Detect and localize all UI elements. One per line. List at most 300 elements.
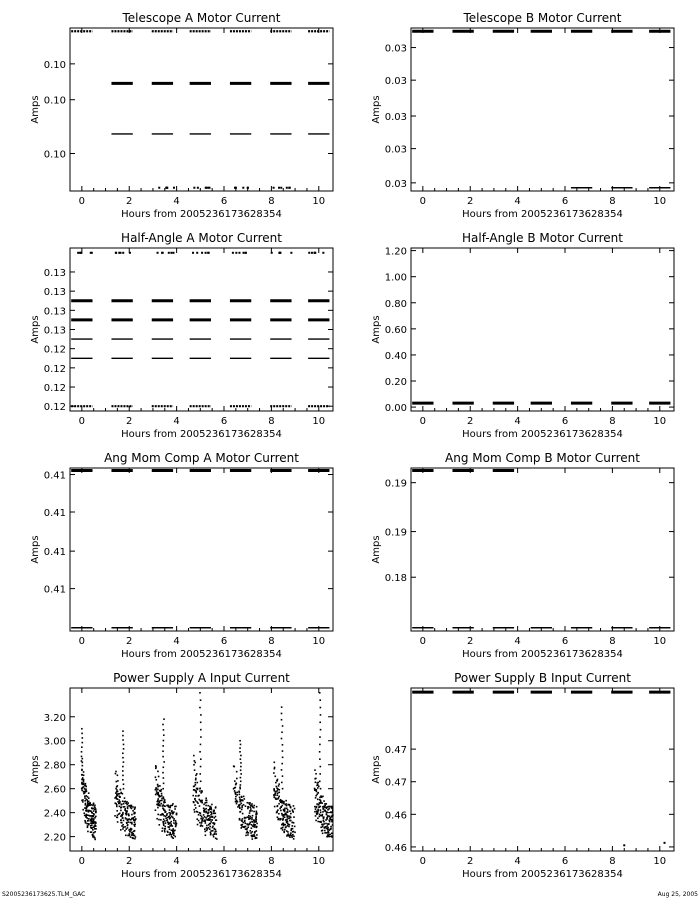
burst-point (326, 811, 328, 813)
burst-point (157, 798, 159, 800)
burst-point (95, 810, 97, 812)
burst-point (282, 818, 284, 820)
y-tick-label: 0.60 (384, 324, 407, 336)
burst-point (205, 822, 207, 824)
burst-point (198, 820, 200, 822)
burst-point (197, 811, 199, 813)
burst-point (122, 817, 124, 819)
burst-point (324, 832, 326, 834)
burst-point (194, 782, 196, 784)
burst-point (280, 801, 282, 803)
series-point (322, 252, 324, 254)
series-point (245, 252, 247, 254)
burst-point (274, 797, 276, 799)
burst-point (329, 806, 331, 808)
burst-point (214, 812, 216, 814)
burst-point (116, 804, 118, 806)
burst-point (317, 792, 319, 794)
x-axis-label: Hours from 2005236173628354 (462, 209, 623, 220)
burst-point (255, 819, 257, 821)
burst-point (206, 830, 208, 832)
burst-point (173, 834, 175, 836)
burst-point (205, 808, 207, 810)
burst-point (131, 818, 133, 820)
burst-point (251, 827, 253, 829)
burst-point (236, 794, 238, 796)
y-tick-label: 1.20 (384, 246, 407, 258)
burst-point (192, 795, 194, 797)
burst-point (173, 822, 175, 824)
x-tick-label: 6 (561, 416, 569, 427)
y-tick-label: 0.12 (43, 344, 66, 356)
burst-point (283, 803, 285, 805)
burst-point (321, 815, 323, 817)
burst-point (122, 828, 124, 830)
y-tick-label: 0.10 (43, 149, 66, 161)
burst-point (165, 822, 167, 824)
burst-point (214, 833, 216, 835)
burst-point (121, 803, 123, 805)
x-tick-label: 0 (419, 856, 427, 867)
burst-point (123, 803, 125, 805)
spike-point (199, 707, 201, 709)
burst-point (115, 788, 117, 790)
y-tick-label: 0.47 (384, 745, 407, 757)
burst-point (215, 833, 217, 835)
y-tick-label: 2.20 (43, 832, 66, 844)
chart-panel-8 (371, 671, 674, 880)
burst-point (175, 826, 177, 828)
burst-point (255, 816, 257, 818)
x-tick-label: 10 (653, 416, 667, 427)
chart-panel-6 (371, 451, 674, 660)
burst-point (315, 815, 317, 817)
burst-point (233, 766, 235, 768)
burst-point (211, 819, 213, 821)
burst-point (159, 790, 161, 792)
burst-point (203, 814, 205, 816)
burst-point (292, 831, 294, 833)
burst-point (280, 828, 282, 830)
x-tick-label: 6 (220, 196, 228, 207)
burst-point (239, 811, 241, 813)
burst-point (205, 811, 207, 813)
spike-point (240, 781, 242, 783)
burst-point (155, 776, 157, 778)
series-point (172, 252, 174, 254)
burst-point (237, 806, 239, 808)
burst-point (241, 805, 243, 807)
x-tick-label: 6 (561, 636, 569, 647)
burst-point (294, 826, 296, 828)
spike-point (81, 728, 83, 730)
burst-point (164, 811, 166, 813)
burst-point (92, 808, 94, 810)
burst-point (197, 788, 199, 790)
burst-point (253, 807, 255, 809)
burst-point (173, 811, 175, 813)
burst-point (85, 809, 87, 811)
spike-point (123, 788, 125, 790)
burst-point (205, 797, 207, 799)
x-tick-label: 10 (653, 856, 667, 867)
burst-point (81, 782, 83, 784)
burst-point (317, 782, 319, 784)
burst-point (134, 812, 136, 814)
burst-point (118, 799, 120, 801)
burst-point (90, 815, 92, 817)
burst-point (276, 790, 278, 792)
burst-point (94, 817, 96, 819)
burst-point (117, 785, 119, 787)
spike-point (240, 762, 242, 764)
burst-point (243, 826, 245, 828)
x-tick-label: 8 (609, 636, 616, 647)
burst-point (326, 832, 328, 834)
spike-point (281, 782, 283, 784)
burst-point (169, 809, 171, 811)
burst-point (283, 801, 285, 803)
burst-point (166, 819, 168, 821)
spike-point (200, 736, 202, 738)
y-tick-label: 0.03 (384, 178, 407, 190)
burst-point (164, 805, 166, 807)
burst-point (243, 798, 245, 800)
burst-point (194, 804, 196, 806)
burst-point (84, 797, 86, 799)
burst-point (212, 830, 214, 832)
x-tick-label: 0 (78, 856, 86, 867)
burst-point (286, 808, 288, 810)
burst-point (315, 773, 317, 775)
burst-point (287, 804, 289, 806)
burst-point (201, 791, 203, 793)
burst-point (120, 829, 122, 831)
burst-point (249, 810, 251, 812)
burst-point (133, 835, 135, 837)
burst-point (84, 800, 86, 802)
spike-point (162, 756, 164, 758)
burst-point (252, 838, 254, 840)
burst-point (163, 815, 165, 817)
spike-point (200, 721, 202, 723)
burst-point (161, 800, 163, 802)
burst-point (235, 801, 237, 803)
burst-point (128, 829, 130, 831)
spike-point (282, 788, 284, 790)
burst-point (210, 814, 212, 816)
burst-point (314, 806, 316, 808)
burst-point (286, 805, 288, 807)
y-tick-label: 0.03 (384, 112, 407, 124)
y-tick-label: 0.47 (384, 777, 407, 789)
x-tick-label: 0 (78, 196, 86, 207)
burst-point (286, 815, 288, 817)
burst-point (92, 836, 94, 838)
burst-point (164, 820, 166, 822)
burst-point (194, 811, 196, 813)
burst-point (85, 822, 87, 824)
burst-point (170, 823, 172, 825)
burst-point (317, 809, 319, 811)
burst-point (89, 810, 91, 812)
x-tick-label: 4 (173, 196, 180, 207)
burst-point (332, 810, 334, 812)
burst-point (88, 805, 90, 807)
burst-point (239, 798, 241, 800)
burst-point (239, 818, 241, 820)
x-axis-label: Hours from 2005236173628354 (462, 649, 623, 660)
burst-point (331, 819, 333, 821)
burst-point (244, 817, 246, 819)
burst-point (131, 832, 133, 834)
burst-point (158, 824, 160, 826)
burst-point (81, 800, 83, 802)
burst-point (278, 803, 280, 805)
chart-panel-1 (30, 11, 333, 220)
plot-frame (411, 688, 674, 851)
burst-point (128, 815, 130, 817)
burst-point (166, 834, 168, 836)
burst-point (117, 801, 119, 803)
burst-point (320, 827, 322, 829)
burst-point (124, 797, 126, 799)
spike-point (282, 744, 284, 746)
burst-point (317, 799, 319, 801)
burst-point (157, 771, 159, 773)
burst-point (246, 823, 248, 825)
burst-point (195, 795, 197, 797)
burst-point (279, 818, 281, 820)
y-tick-label: 2.60 (43, 784, 66, 796)
burst-point (233, 788, 235, 790)
burst-point (208, 818, 210, 820)
burst-point (256, 806, 258, 808)
series-point (197, 187, 199, 189)
series-point (77, 252, 79, 254)
burst-point (207, 828, 209, 830)
burst-point (163, 825, 165, 827)
burst-point (283, 825, 285, 827)
burst-point (324, 810, 326, 812)
burst-point (166, 814, 168, 816)
burst-point (122, 800, 124, 802)
burst-point (210, 816, 212, 818)
burst-point (320, 809, 322, 811)
burst-point (251, 810, 253, 812)
spike-point (200, 766, 202, 768)
spike-point (240, 773, 242, 775)
burst-point (82, 809, 84, 811)
burst-point (275, 782, 277, 784)
series-point (242, 252, 244, 254)
burst-point (284, 810, 286, 812)
burst-point (314, 778, 316, 780)
x-tick-label: 0 (419, 636, 427, 647)
x-axis-label: Hours from 2005236173628354 (462, 429, 623, 440)
burst-point (314, 769, 316, 771)
burst-point (289, 810, 291, 812)
burst-point (322, 832, 324, 834)
spike-point (123, 748, 125, 750)
burst-point (161, 795, 163, 797)
burst-point (252, 825, 254, 827)
burst-point (84, 795, 86, 797)
y-tick-label: 1.00 (384, 272, 407, 284)
burst-point (255, 826, 257, 828)
x-tick-label: 0 (78, 416, 86, 427)
burst-point (331, 816, 333, 818)
burst-point (195, 779, 197, 781)
burst-point (274, 806, 276, 808)
burst-point (155, 768, 157, 770)
spike-point (82, 737, 84, 739)
burst-point (164, 830, 166, 832)
burst-point (85, 783, 87, 785)
burst-point (134, 825, 136, 827)
burst-point (249, 812, 251, 814)
burst-point (91, 804, 93, 806)
burst-point (247, 832, 249, 834)
burst-point (163, 823, 165, 825)
y-axis-label: Amps (371, 535, 382, 564)
burst-point (250, 816, 252, 818)
burst-point (167, 817, 169, 819)
burst-point (236, 803, 238, 805)
series-point (235, 252, 237, 254)
burst-point (120, 822, 122, 824)
burst-point (127, 808, 129, 810)
burst-point (81, 790, 83, 792)
burst-point (82, 777, 84, 779)
burst-point (130, 822, 132, 824)
burst-point (171, 830, 173, 832)
burst-point (114, 797, 116, 799)
series-point (173, 187, 175, 189)
burst-point (248, 815, 250, 817)
burst-point (329, 834, 331, 836)
burst-point (282, 819, 284, 821)
burst-point (283, 831, 285, 833)
burst-point (251, 819, 253, 821)
y-axis-label: Amps (30, 755, 41, 784)
burst-point (327, 809, 329, 811)
spike-point (320, 707, 322, 709)
burst-point (315, 797, 317, 799)
x-tick-label: 10 (653, 196, 667, 207)
burst-point (88, 792, 90, 794)
burst-point (205, 834, 207, 836)
burst-point (83, 812, 85, 814)
burst-point (163, 818, 165, 820)
burst-point (86, 795, 88, 797)
burst-point (169, 816, 171, 818)
burst-point (201, 816, 203, 818)
burst-point (160, 819, 162, 821)
burst-point (248, 824, 250, 826)
burst-point (128, 813, 130, 815)
spike-point (81, 733, 83, 735)
burst-point (120, 789, 122, 791)
burst-point (274, 792, 276, 794)
burst-point (172, 805, 174, 807)
burst-point (194, 760, 196, 762)
burst-point (287, 809, 289, 811)
burst-point (292, 834, 294, 836)
burst-point (209, 826, 211, 828)
burst-point (274, 762, 276, 764)
burst-point (172, 828, 174, 830)
burst-point (157, 804, 159, 806)
burst-point (289, 820, 291, 822)
burst-point (134, 830, 136, 832)
spike-point (199, 788, 201, 790)
burst-point (195, 807, 197, 809)
x-tick-label: 10 (312, 856, 326, 867)
burst-point (319, 814, 321, 816)
x-tick-label: 4 (173, 856, 180, 867)
burst-point (194, 798, 196, 800)
burst-point (198, 814, 200, 816)
x-tick-label: 6 (220, 416, 228, 427)
burst-point (211, 804, 213, 806)
plot-frame (70, 468, 333, 631)
x-tick-label: 4 (514, 636, 521, 647)
burst-point (169, 832, 171, 834)
burst-point (195, 800, 197, 802)
burst-point (126, 801, 128, 803)
burst-point (134, 821, 136, 823)
burst-point (204, 816, 206, 818)
burst-point (120, 810, 122, 812)
burst-point (204, 828, 206, 830)
burst-point (122, 812, 124, 814)
spike-point (281, 731, 283, 733)
burst-point (120, 806, 122, 808)
burst-point (293, 805, 295, 807)
y-tick-label: 0.13 (43, 287, 66, 299)
series-point (279, 252, 281, 254)
burst-point (172, 817, 174, 819)
burst-point (120, 792, 122, 794)
chart-title: Power Supply A Input Current (113, 671, 290, 685)
x-tick-label: 0 (419, 196, 427, 207)
y-tick-label: 0.19 (384, 478, 407, 490)
spike-point (281, 719, 283, 721)
burst-point (288, 826, 290, 828)
burst-point (282, 827, 284, 829)
burst-point (242, 824, 244, 826)
series-point (308, 252, 310, 254)
burst-point (245, 805, 247, 807)
y-axis-label: Amps (30, 315, 41, 344)
burst-point (200, 818, 202, 820)
spike-point (319, 773, 321, 775)
burst-point (324, 805, 326, 807)
burst-point (256, 834, 258, 836)
burst-point (85, 816, 87, 818)
chart-panel-5 (30, 451, 333, 660)
burst-point (243, 804, 245, 806)
burst-point (84, 788, 86, 790)
burst-point (274, 790, 276, 792)
burst-point (126, 811, 128, 813)
burst-point (85, 791, 87, 793)
spike-point (319, 781, 321, 783)
spike-point (162, 750, 164, 752)
y-axis-label: Amps (30, 535, 41, 564)
spike-point (123, 783, 125, 785)
